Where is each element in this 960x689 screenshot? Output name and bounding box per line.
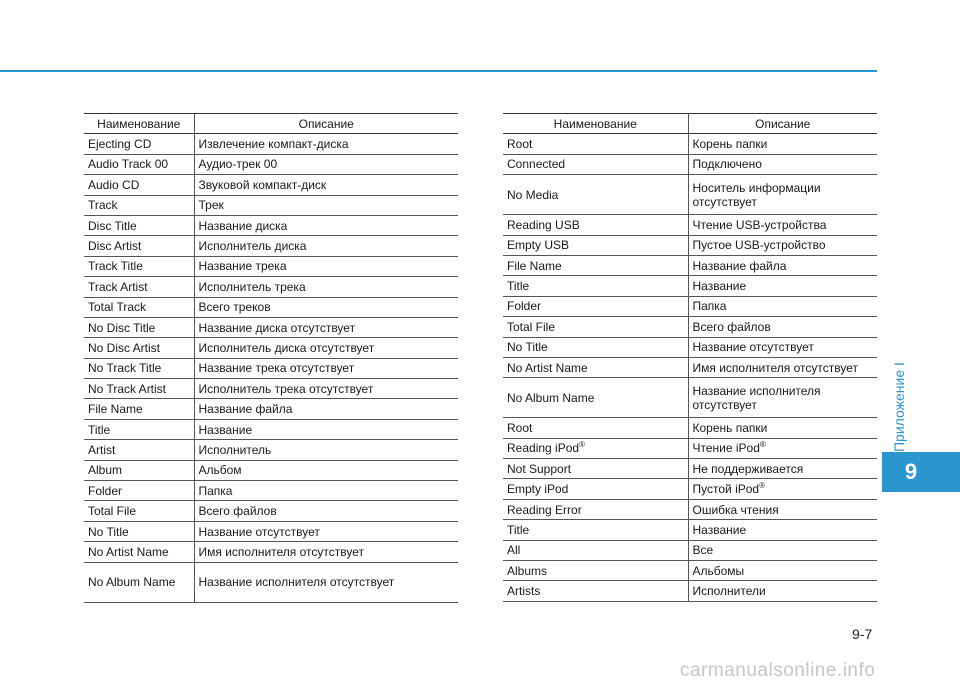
cell-name: No Album Name [84, 562, 194, 602]
cell-name: Total File [84, 501, 194, 521]
cell-description: Чтение iPod® [688, 438, 877, 458]
cell-name: Reading Error [503, 499, 688, 519]
cell-description: Исполнитель [194, 440, 458, 460]
table-row [84, 440, 458, 460]
cell-description: Всего файлов [194, 501, 458, 521]
cell-name: Title [84, 419, 194, 439]
table-row [84, 521, 458, 541]
cell-description: Папка [688, 296, 877, 316]
table-row [84, 277, 458, 297]
cell-description: Ошибка чтения [688, 499, 877, 519]
cell-name: No Disc Artist [84, 338, 194, 358]
cell-description: Исполнитель диска [194, 236, 458, 256]
cell-name: Album [84, 460, 194, 480]
cell-description: Название [194, 419, 458, 439]
table-row [503, 438, 877, 458]
cell-description: Название исполнителя отсутствует [194, 562, 458, 602]
cell-name: No Artist Name [84, 542, 194, 562]
table-row [503, 357, 877, 377]
chapter-tab [882, 452, 960, 492]
table-row [503, 296, 877, 316]
cell-name: No Album Name [503, 378, 688, 418]
table-row [84, 256, 458, 276]
cell-description: Носитель информации отсутствует [688, 175, 877, 215]
cell-description: Название файла [688, 255, 877, 275]
table-row [503, 134, 877, 154]
cell-description: Альбом [194, 460, 458, 480]
cell-name: Connected [503, 154, 688, 174]
table-row [84, 154, 458, 174]
cell-name: Not Support [503, 459, 688, 479]
cell-description: Пустое USB-устройство [688, 235, 877, 255]
cell-name: No Track Title [84, 358, 194, 378]
cell-name: Disc Artist [84, 236, 194, 256]
table-row [503, 276, 877, 296]
cell-description: Название трека отсутствует [194, 358, 458, 378]
cell-name: No Disc Title [84, 317, 194, 337]
cell-description: Папка [194, 481, 458, 501]
cell-name: Track [84, 195, 194, 215]
cell-description: Название трека [194, 256, 458, 276]
cell-description: Название исполнителя отсутствует [688, 378, 877, 418]
cell-description: Исполнитель трека [194, 277, 458, 297]
cell-name: Empty USB [503, 235, 688, 255]
cell-name: Ejecting CD [84, 134, 194, 154]
table-row [84, 297, 458, 317]
cell-name: Root [503, 418, 688, 438]
cell-name: Title [503, 276, 688, 296]
cell-name: Empty iPod [503, 479, 688, 499]
cell-name: Disc Title [84, 215, 194, 235]
cell-description: Название отсутствует [194, 521, 458, 541]
cell-description: Название диска [194, 215, 458, 235]
column-header-description: Описание [194, 114, 458, 134]
cell-description: Чтение USB-устройства [688, 215, 877, 235]
cell-description: Звуковой компакт-диск [194, 175, 458, 195]
cell-description: Подключено [688, 154, 877, 174]
cell-name: No Title [84, 521, 194, 541]
watermark: carmanualsonline.info [680, 660, 876, 681]
cell-description: Исполнители [688, 581, 877, 601]
table-row [84, 236, 458, 256]
cell-name: Reading iPod® [503, 438, 688, 458]
table-row [503, 337, 877, 357]
cell-name: Artist [84, 440, 194, 460]
table-row [503, 479, 877, 499]
cell-description: Название [688, 276, 877, 296]
registered-mark: ® [759, 481, 765, 491]
cell-name: Artists [503, 581, 688, 601]
cell-name: All [503, 540, 688, 560]
left-message-table [84, 113, 458, 603]
table-row [84, 460, 458, 480]
table-row [503, 255, 877, 275]
cell-description: Пустой iPod® [688, 479, 877, 499]
table-row [503, 235, 877, 255]
section-label-text: Приложение I [891, 362, 907, 452]
cell-description: Все [688, 540, 877, 560]
registered-mark: ® [759, 440, 766, 450]
table-row [503, 175, 877, 215]
table-row [503, 215, 877, 235]
cell-description: Извлечение компакт-диска [194, 134, 458, 154]
cell-name: Audio Track 00 [84, 154, 194, 174]
cell-name: Folder [84, 481, 194, 501]
table-row [84, 134, 458, 154]
cell-name: Audio CD [84, 175, 194, 195]
cell-description: Исполнитель трека отсутствует [194, 379, 458, 399]
cell-description: Аудио-трек 00 [194, 154, 458, 174]
cell-description: Имя исполнителя отсутствует [688, 357, 877, 377]
table-row [503, 581, 877, 601]
cell-description: Название [688, 520, 877, 540]
cell-name: No Title [503, 337, 688, 357]
cell-name: Root [503, 134, 688, 154]
table-row [84, 338, 458, 358]
cell-description: Исполнитель диска отсутствует [194, 338, 458, 358]
column-header-description: Описание [688, 114, 877, 134]
table-header-row [503, 114, 877, 134]
table-row [84, 215, 458, 235]
table-row [503, 378, 877, 418]
cell-description: Не поддерживается [688, 459, 877, 479]
table-row [503, 540, 877, 560]
chapter-number: 9 [904, 459, 918, 484]
table-row [84, 542, 458, 562]
table-row [503, 499, 877, 519]
table-row [503, 520, 877, 540]
cell-description: Всего файлов [688, 317, 877, 337]
column-header-name: Наименование [84, 114, 194, 134]
cell-description: Трек [194, 195, 458, 215]
right-message-table [503, 113, 877, 602]
registered-mark: ® [579, 440, 585, 450]
page-number: 9-7 [852, 626, 873, 642]
table-header-row [84, 114, 458, 134]
cell-name: File Name [84, 399, 194, 419]
table-row [84, 501, 458, 521]
cell-description: Название отсутствует [688, 337, 877, 357]
column-header-name: Наименование [503, 114, 688, 134]
cell-name: Albums [503, 561, 688, 581]
cell-description: Название диска отсутствует [194, 317, 458, 337]
cell-name: File Name [503, 255, 688, 275]
cell-description: Имя исполнителя отсутствует [194, 542, 458, 562]
cell-name: Total Track [84, 297, 194, 317]
cell-description: Корень папки [688, 134, 877, 154]
table-row [503, 418, 877, 438]
cell-name: Track Artist [84, 277, 194, 297]
cell-description: Альбомы [688, 561, 877, 581]
cell-name: Reading USB [503, 215, 688, 235]
table-row [503, 459, 877, 479]
cell-name: No Artist Name [503, 357, 688, 377]
table-row [84, 175, 458, 195]
table-row [84, 481, 458, 501]
table-row [84, 358, 458, 378]
table-row [84, 379, 458, 399]
table-row [503, 154, 877, 174]
table-row [503, 561, 877, 581]
cell-description: Название файла [194, 399, 458, 419]
cell-name: No Track Artist [84, 379, 194, 399]
table-row [84, 562, 458, 602]
cell-name: Folder [503, 296, 688, 316]
cell-name: Title [503, 520, 688, 540]
cell-description: Корень папки [688, 418, 877, 438]
table-row [84, 419, 458, 439]
section-label [891, 357, 911, 452]
cell-name: Total File [503, 317, 688, 337]
table-row [84, 195, 458, 215]
table-row [503, 317, 877, 337]
cell-name: No Media [503, 175, 688, 215]
cell-description: Всего треков [194, 297, 458, 317]
header-rule [0, 70, 877, 72]
table-row [84, 317, 458, 337]
cell-name: Track Title [84, 256, 194, 276]
table-row [84, 399, 458, 419]
